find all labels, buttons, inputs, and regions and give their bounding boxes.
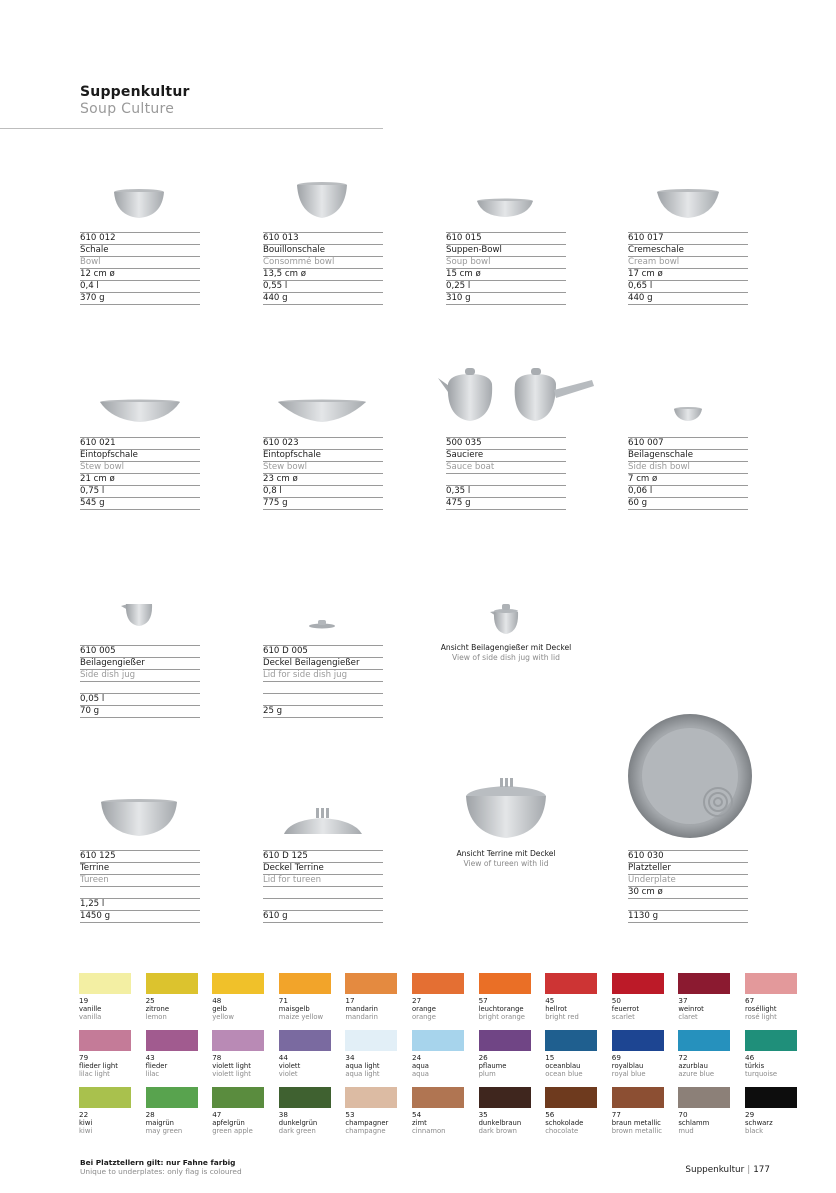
product-2 xyxy=(263,232,383,305)
product-size: 13,5 cm ø xyxy=(263,268,383,280)
color-name-de: weinrot xyxy=(678,1005,704,1013)
product-code: 610 007 xyxy=(628,437,748,449)
color-swatch-70 xyxy=(678,1087,730,1135)
color-name-en: dark green xyxy=(278,1127,316,1135)
color-swatch-35 xyxy=(479,1087,531,1135)
product-code: 610 012 xyxy=(80,232,200,244)
product-code: 610 D 005 xyxy=(263,645,383,657)
product-name-en: Underplate xyxy=(628,874,748,886)
color-name-de: dunkelbraun xyxy=(478,1119,522,1127)
color-swatch-17 xyxy=(345,973,397,1021)
image-caption-2 xyxy=(406,849,606,869)
color-code: 37 xyxy=(678,996,688,1005)
color-code: 69 xyxy=(611,1053,621,1062)
caption-de: Ansicht Beilagengießer mit Deckel xyxy=(440,643,572,652)
color-code: 44 xyxy=(278,1053,288,1062)
color-chip xyxy=(146,1030,198,1051)
color-chip xyxy=(279,973,331,994)
color-chip xyxy=(612,1030,664,1051)
color-swatch-48 xyxy=(212,973,264,1021)
color-code: 25 xyxy=(145,996,155,1005)
color-name-de: aqua light xyxy=(345,1062,380,1070)
color-name-de: violett xyxy=(278,1062,301,1070)
product-name-de: Platzteller xyxy=(628,862,748,874)
color-name-de: pflaume xyxy=(478,1062,507,1070)
color-name-en: azure blue xyxy=(678,1070,715,1078)
color-name-de: flieder light xyxy=(79,1062,118,1070)
product-volume: 0,25 l xyxy=(446,280,566,292)
product-code: 610 013 xyxy=(263,232,383,244)
color-swatch-26 xyxy=(479,1030,531,1078)
product-size: 12 cm ø xyxy=(80,268,200,280)
color-code: 71 xyxy=(278,996,288,1005)
page-number: 177 xyxy=(753,1165,770,1175)
product-code: 610 015 xyxy=(446,232,566,244)
color-code: 34 xyxy=(345,1053,355,1062)
sauce-boat-image xyxy=(438,368,594,421)
color-chip xyxy=(79,973,131,994)
product-name-de: Deckel Terrine xyxy=(263,862,383,874)
product-6 xyxy=(263,437,383,510)
color-code: 26 xyxy=(478,1053,488,1062)
product-name-de: Cremeschale xyxy=(628,244,748,256)
color-code: 22 xyxy=(79,1110,89,1119)
product-name-en: Consommé bowl xyxy=(263,256,383,268)
product-8 xyxy=(628,437,748,510)
page-title: Suppenkultur xyxy=(80,84,190,100)
tureen-with-lid-image xyxy=(466,778,546,838)
color-name-en: ocean blue xyxy=(545,1070,583,1078)
product-volume: 1,25 l xyxy=(80,898,200,910)
product-13 xyxy=(628,850,748,923)
product-name-de: Beilagengießer xyxy=(80,657,200,669)
product-name-en: Soup bowl xyxy=(446,256,566,268)
color-name-en: lemon xyxy=(145,1013,167,1021)
product-weight: 1130 g xyxy=(628,910,748,923)
color-name-de: schwarz xyxy=(745,1119,773,1127)
product-weight: 1450 g xyxy=(80,910,200,923)
color-name-de: champagner xyxy=(345,1119,389,1127)
color-chip xyxy=(545,1087,597,1108)
color-chip xyxy=(479,1030,531,1051)
color-name-en: black xyxy=(745,1127,764,1135)
color-swatch-19 xyxy=(79,973,131,1021)
color-chip xyxy=(678,973,730,994)
stew-bowl-21cm-image xyxy=(100,400,180,423)
color-name-de: hellrot xyxy=(545,1005,567,1013)
color-name-en: kiwi xyxy=(79,1127,93,1135)
color-name-en: aqua light xyxy=(345,1070,380,1078)
product-name-en: Side dish bowl xyxy=(628,461,748,473)
color-name-de: royalblau xyxy=(611,1062,644,1070)
color-swatch-56 xyxy=(545,1087,597,1135)
color-swatch-69 xyxy=(612,1030,664,1078)
color-code: 35 xyxy=(478,1110,488,1119)
product-12 xyxy=(263,850,383,923)
product-3 xyxy=(446,232,566,305)
color-swatch-25 xyxy=(146,973,198,1021)
color-code: 28 xyxy=(145,1110,155,1119)
caption-en: View of side dish jug with lid xyxy=(452,653,560,662)
color-code: 47 xyxy=(212,1110,222,1119)
color-swatch-34 xyxy=(345,1030,397,1078)
product-volume: 0,4 l xyxy=(80,280,200,292)
product-name-de: Eintopfschale xyxy=(263,449,383,461)
product-weight: 310 g xyxy=(446,292,566,305)
color-code: 46 xyxy=(745,1053,755,1062)
product-weight: 610 g xyxy=(263,910,383,923)
color-swatch-50 xyxy=(612,973,664,1021)
color-chip xyxy=(479,1087,531,1108)
product-name-de: Suppen-Bowl xyxy=(446,244,566,256)
product-name-de: Beilagenschale xyxy=(628,449,748,461)
product-size xyxy=(80,681,200,693)
color-code: 79 xyxy=(79,1053,89,1062)
color-chip xyxy=(412,973,464,994)
color-chip xyxy=(612,973,664,994)
color-chip xyxy=(545,973,597,994)
product-name-de: Sauciere xyxy=(446,449,566,461)
product-size xyxy=(263,681,383,693)
color-name-en: violet xyxy=(278,1070,298,1078)
color-name-de: braun metallic xyxy=(611,1119,661,1127)
footer-section: Suppenkultur xyxy=(685,1165,745,1175)
product-code: 610 125 xyxy=(80,850,200,862)
tureen-image xyxy=(101,799,177,836)
color-chip xyxy=(612,1087,664,1108)
color-swatch-67 xyxy=(745,973,797,1021)
color-swatch-15 xyxy=(545,1030,597,1078)
color-name-en: yellow xyxy=(212,1013,234,1021)
color-code: 54 xyxy=(412,1110,422,1119)
color-chip xyxy=(79,1087,131,1108)
product-code: 500 035 xyxy=(446,437,566,449)
product-code: 610 017 xyxy=(628,232,748,244)
product-7 xyxy=(446,437,566,510)
color-code: 15 xyxy=(545,1053,555,1062)
cream-bowl-image xyxy=(657,189,719,218)
color-chip xyxy=(79,1030,131,1051)
color-name-en: mandarin xyxy=(345,1013,378,1021)
product-size: 7 cm ø xyxy=(628,473,748,485)
product-weight: 370 g xyxy=(80,292,200,305)
underplate-image xyxy=(628,714,752,838)
bowl-12cm-image xyxy=(114,189,164,218)
color-name-de: schlamm xyxy=(678,1119,710,1127)
color-chip xyxy=(279,1087,331,1108)
color-name-de: flieder xyxy=(145,1062,168,1070)
color-name-en: maize yellow xyxy=(278,1013,324,1021)
color-swatch-79 xyxy=(79,1030,131,1078)
color-name-en: violett light xyxy=(212,1070,251,1078)
product-10 xyxy=(263,645,383,718)
color-code: 48 xyxy=(212,996,222,1005)
color-name-en: vanilla xyxy=(79,1013,102,1021)
product-name-en: Bowl xyxy=(80,256,200,268)
color-name-de: gelb xyxy=(212,1005,227,1013)
color-code: 19 xyxy=(79,996,89,1005)
color-name-de: violett light xyxy=(212,1062,251,1070)
color-name-en: orange xyxy=(412,1013,436,1021)
product-volume xyxy=(263,693,383,705)
product-name-en: Stew bowl xyxy=(80,461,200,473)
color-name-de: zimt xyxy=(412,1119,427,1127)
color-name-en: dark brown xyxy=(478,1127,517,1135)
color-name-en: cinnamon xyxy=(412,1127,446,1135)
product-weight: 70 g xyxy=(80,705,200,718)
color-name-de: feuerrot xyxy=(611,1005,640,1013)
color-code: 53 xyxy=(345,1110,355,1119)
color-chip xyxy=(279,1030,331,1051)
product-volume: 0,35 l xyxy=(446,485,566,497)
color-name-de: zitrone xyxy=(145,1005,170,1013)
footnote-de: Bei Platztellern gilt: nur Fahne farbig xyxy=(80,1158,236,1167)
page-subtitle: Soup Culture xyxy=(80,101,175,117)
color-name-de: dunkelgrün xyxy=(278,1119,318,1127)
product-volume xyxy=(263,898,383,910)
page-footer xyxy=(685,1165,770,1175)
product-size: 30 cm ø xyxy=(628,886,748,898)
product-size: 17 cm ø xyxy=(628,268,748,280)
color-name-en: bright red xyxy=(545,1013,579,1021)
product-size xyxy=(446,473,566,485)
soup-bowl-image xyxy=(477,199,533,218)
product-weight: 440 g xyxy=(263,292,383,305)
color-swatch-24 xyxy=(412,1030,464,1078)
product-size: 15 cm ø xyxy=(446,268,566,280)
product-volume: 0,75 l xyxy=(80,485,200,497)
color-chip xyxy=(146,1087,198,1108)
product-volume: 0,55 l xyxy=(263,280,383,292)
product-weight: 60 g xyxy=(628,497,748,510)
product-name-de: Deckel Beilagengießer xyxy=(263,657,383,669)
product-volume xyxy=(628,898,748,910)
color-chip xyxy=(345,1087,397,1108)
product-name-en: Lid for side dish jug xyxy=(263,669,383,681)
product-4 xyxy=(628,232,748,305)
color-swatch-45 xyxy=(545,973,597,1021)
product-code: 610 030 xyxy=(628,850,748,862)
product-volume: 0,06 l xyxy=(628,485,748,497)
color-name-en: scarlet xyxy=(611,1013,635,1021)
color-name-de: mandarin xyxy=(345,1005,378,1013)
color-code: 67 xyxy=(745,996,755,1005)
product-name-en: Side dish jug xyxy=(80,669,200,681)
color-swatch-38 xyxy=(279,1087,331,1135)
product-size: 21 cm ø xyxy=(80,473,200,485)
color-name-de: vanille xyxy=(79,1005,102,1013)
color-chip xyxy=(479,973,531,994)
consomme-bowl-image xyxy=(297,182,347,218)
color-chip xyxy=(345,973,397,994)
color-name-en: brown metallic xyxy=(611,1127,662,1135)
color-swatch-29 xyxy=(745,1087,797,1135)
footer-separator: | xyxy=(747,1165,751,1175)
color-code: 29 xyxy=(745,1110,755,1119)
color-name-en: royal blue xyxy=(611,1070,646,1078)
product-1 xyxy=(80,232,200,305)
product-code: 610 023 xyxy=(263,437,383,449)
color-code: 50 xyxy=(611,996,621,1005)
color-chip xyxy=(545,1030,597,1051)
color-chip xyxy=(212,973,264,994)
color-chip xyxy=(745,973,797,994)
color-chip xyxy=(745,1030,797,1051)
color-name-de: oceanblau xyxy=(545,1062,581,1070)
color-swatch-44 xyxy=(279,1030,331,1078)
product-name-de: Eintopfschale xyxy=(80,449,200,461)
product-code: 610 005 xyxy=(80,645,200,657)
color-name-de: aqua xyxy=(412,1062,429,1070)
color-name-en: claret xyxy=(678,1013,698,1021)
color-code: 77 xyxy=(611,1110,621,1119)
color-name-en: lilac xyxy=(145,1070,160,1078)
product-code: 610 D 125 xyxy=(263,850,383,862)
color-swatch-37 xyxy=(678,973,730,1021)
color-name-en: may green xyxy=(145,1127,183,1135)
color-code: 56 xyxy=(545,1110,555,1119)
product-9 xyxy=(80,645,200,718)
side-dish-jug-image xyxy=(121,604,152,626)
color-name-en: aqua xyxy=(412,1070,429,1078)
product-name-en: Stew bowl xyxy=(263,461,383,473)
product-name-de: Bouillonschale xyxy=(263,244,383,256)
color-code: 43 xyxy=(145,1053,155,1062)
product-weight: 475 g xyxy=(446,497,566,510)
color-name-de: maigrün xyxy=(145,1119,174,1127)
side-dish-bowl-image xyxy=(674,407,702,421)
color-code: 72 xyxy=(678,1053,688,1062)
color-chip xyxy=(412,1030,464,1051)
color-code: 38 xyxy=(278,1110,288,1119)
color-swatch-71 xyxy=(279,973,331,1021)
color-chip xyxy=(212,1087,264,1108)
color-name-de: türkis xyxy=(745,1062,765,1070)
color-name-en: lilac light xyxy=(79,1070,110,1078)
color-code: 27 xyxy=(412,996,422,1005)
color-name-de: azurblau xyxy=(678,1062,708,1070)
color-name-en: champagne xyxy=(345,1127,386,1135)
color-name-en: bright orange xyxy=(478,1013,525,1021)
color-chip xyxy=(412,1087,464,1108)
color-code: 17 xyxy=(345,996,355,1005)
color-chip xyxy=(212,1030,264,1051)
product-5 xyxy=(80,437,200,510)
color-swatch-28 xyxy=(146,1087,198,1135)
color-code: 24 xyxy=(412,1053,422,1062)
color-name-en: plum xyxy=(478,1070,496,1078)
color-code: 78 xyxy=(212,1053,222,1062)
color-swatch-57 xyxy=(479,973,531,1021)
color-code: 70 xyxy=(678,1110,688,1119)
product-volume: 0,65 l xyxy=(628,280,748,292)
color-swatch-46 xyxy=(745,1030,797,1078)
product-volume: 0,8 l xyxy=(263,485,383,497)
product-name-en: Tureen xyxy=(80,874,200,886)
color-chip xyxy=(678,1087,730,1108)
image-caption-1 xyxy=(406,643,606,663)
product-size xyxy=(80,886,200,898)
tureen-lid-image xyxy=(284,808,362,834)
product-11 xyxy=(80,850,200,923)
product-size xyxy=(263,886,383,898)
color-name-en: chocolate xyxy=(545,1127,579,1135)
color-name-de: roséllight xyxy=(745,1005,777,1013)
color-swatch-72 xyxy=(678,1030,730,1078)
color-swatch-77 xyxy=(612,1087,664,1135)
product-name-en: Sauce boat xyxy=(446,461,566,473)
product-weight: 440 g xyxy=(628,292,748,305)
color-swatch-43 xyxy=(146,1030,198,1078)
color-name-en: turquoise xyxy=(745,1070,778,1078)
color-name-en: green apple xyxy=(212,1127,253,1135)
color-name-en: rosé light xyxy=(745,1013,777,1021)
color-swatch-22 xyxy=(79,1087,131,1135)
caption-de: Ansicht Terrine mit Deckel xyxy=(456,849,556,858)
color-name-de: maisgelb xyxy=(278,1005,310,1013)
color-chip xyxy=(146,973,198,994)
footnote-en: Unique to underplates: only flag is coloured xyxy=(80,1167,242,1176)
side-dish-jug-lid-image xyxy=(309,620,335,629)
product-name-en: Lid for tureen xyxy=(263,874,383,886)
stew-bowl-23cm-image xyxy=(278,400,366,423)
caption-en: View of tureen with lid xyxy=(463,859,549,868)
color-swatch-27 xyxy=(412,973,464,1021)
color-swatch-78 xyxy=(212,1030,264,1078)
color-swatch-53 xyxy=(345,1087,397,1135)
color-name-de: schokolade xyxy=(545,1119,584,1127)
color-chip xyxy=(345,1030,397,1051)
product-name-en: Cream bowl xyxy=(628,256,748,268)
color-chip xyxy=(678,1030,730,1051)
color-name-de: orange xyxy=(412,1005,436,1013)
color-name-de: apfelgrün xyxy=(212,1119,245,1127)
color-code: 57 xyxy=(478,996,488,1005)
color-chip xyxy=(745,1087,797,1108)
product-weight: 545 g xyxy=(80,497,200,510)
product-name-de: Schale xyxy=(80,244,200,256)
color-swatch-47 xyxy=(212,1087,264,1135)
side-dish-jug-with-lid-image xyxy=(490,604,518,634)
color-code: 45 xyxy=(545,996,555,1005)
color-swatch-54 xyxy=(412,1087,464,1135)
color-name-de: kiwi xyxy=(79,1119,93,1127)
product-size: 23 cm ø xyxy=(263,473,383,485)
color-name-de: leuchtorange xyxy=(478,1005,524,1013)
product-weight: 775 g xyxy=(263,497,383,510)
product-volume: 0,05 l xyxy=(80,693,200,705)
color-name-en: mud xyxy=(678,1127,694,1135)
product-name-de: Terrine xyxy=(80,862,200,874)
product-weight: 25 g xyxy=(263,705,383,718)
product-code: 610 021 xyxy=(80,437,200,449)
